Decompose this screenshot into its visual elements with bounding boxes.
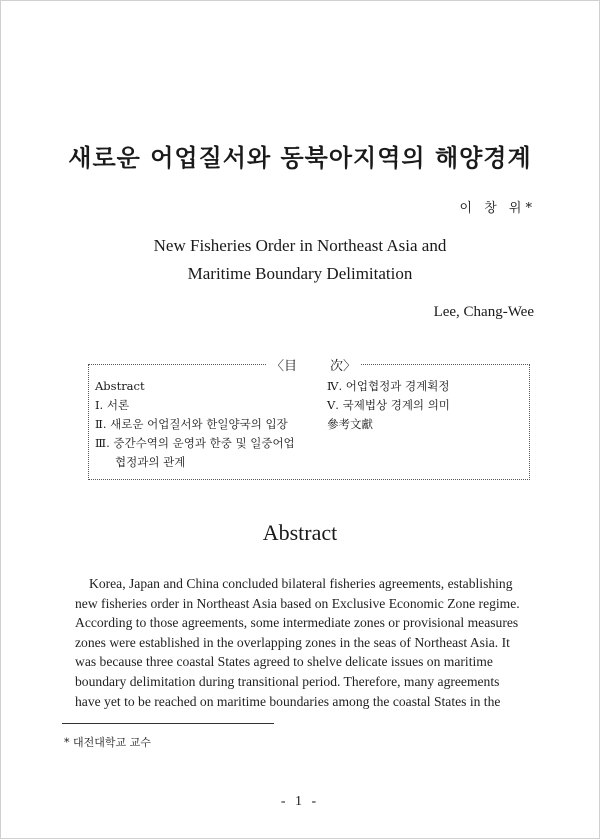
toc-left-column [95, 377, 295, 472]
korean-title: 새로운 어업질서와 동북아지역의 해양경계 [68, 143, 532, 172]
abstract-line: new fisheries order in Northeast Asia based on Exclusive Economic Zone regime. [75, 595, 520, 611]
english-title [0, 232, 600, 288]
toc-item: 參考文獻 [327, 417, 373, 431]
toc-item: 협정과의 관계 [115, 455, 186, 469]
toc-item: Ⅳ. 어업협정과 경계획정 [327, 379, 450, 393]
abstract-line: was because three coastal States agreed to shelve delicate issues on maritime [75, 654, 493, 670]
abstract-line: zones were established in the overlapping zones in the seas of Northeast Asia. It [75, 634, 510, 650]
toc-item: Abstract [95, 379, 145, 393]
korean-author: 이 창 위* [459, 201, 536, 216]
abstract-line: boundary delimitation during transitional period. Therefore, many agreements [75, 673, 500, 689]
english-title-line: Maritime Boundary Delimitation [187, 264, 413, 283]
table-of-contents [88, 359, 530, 480]
abstract-line: have yet to be reached on maritime boundaries among the coastal States in the [75, 693, 501, 709]
toc-right-column [327, 377, 450, 434]
toc-item: Ⅲ. 중간수역의 운영과 한중 및 일중어업 [95, 436, 295, 450]
page-number: - 1 - [280, 794, 320, 809]
toc-heading: 〈目 次〉 [267, 355, 360, 374]
abstract-line: According to those agreements, some intermediate zones or provisional measures [75, 615, 519, 631]
abstract-line: Korea, Japan and China concluded bilateral fisheries agreements, establishing [89, 576, 513, 591]
toc-item: Ⅰ. 서론 [95, 398, 130, 412]
footnote: * 대전대학교 교수 [64, 736, 151, 749]
english-title-line: New Fisheries Order in Northeast Asia and [153, 236, 447, 255]
abstract-body [75, 574, 531, 711]
footnote-divider [62, 723, 274, 724]
abstract-heading: Abstract [262, 520, 338, 545]
toc-item: Ⅴ. 국제법상 경계의 의미 [327, 398, 450, 412]
english-author: Lee, Chang-Wee [433, 304, 534, 320]
toc-item: Ⅱ. 새로운 어업질서와 한일양국의 입장 [95, 417, 288, 431]
